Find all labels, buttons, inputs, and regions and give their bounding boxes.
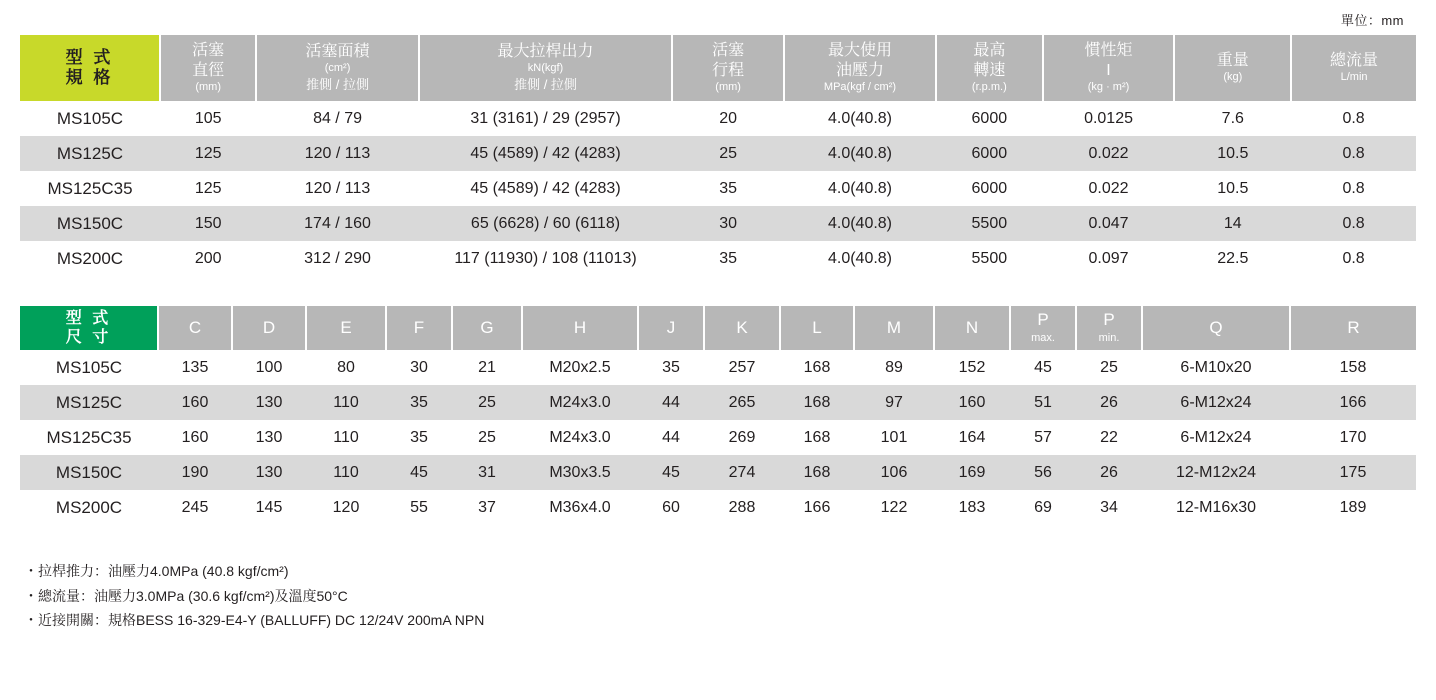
spec-cell-bore: 125: [160, 136, 256, 171]
dim-header-g: [452, 306, 522, 350]
footnote-item: ・拉桿推力：油壓力4.0MPa (40.8 kgf/cm²): [24, 563, 289, 579]
dim-cell-d: 130: [232, 420, 306, 455]
dim-cell-r: 166: [1290, 385, 1416, 420]
dim-cell-e: 110: [306, 420, 386, 455]
spec-corner-line1: 型 式: [65, 47, 114, 67]
dim-cell-pmin: 22: [1076, 420, 1142, 455]
spec-header-speed-line1: 最高: [973, 42, 1006, 60]
dim-cell-m: 106: [854, 455, 934, 490]
table-row: [20, 171, 1416, 206]
spec-cell-pressure: 4.0(40.8): [784, 136, 936, 171]
spec-cell-stroke: 20: [672, 101, 784, 136]
table-row: [20, 385, 1416, 420]
spec-header-area-unit: (cm²): [324, 62, 351, 75]
dim-header-pmax-sub: max.: [1031, 331, 1055, 344]
dim-corner-header: [20, 306, 158, 350]
dim-cell-d: 130: [232, 455, 306, 490]
dim-header-m-label: M: [886, 317, 902, 337]
spec-cell-pressure: 4.0(40.8): [784, 241, 936, 276]
spec-cell-flow: 0.8: [1291, 171, 1416, 206]
dim-header-e: [306, 306, 386, 350]
dim-cell-pmin: 25: [1076, 350, 1142, 385]
dim-cell-c: 160: [158, 385, 232, 420]
dimension-table: [20, 306, 1416, 525]
spec-corner-line2: 規 格: [65, 68, 114, 87]
dim-cell-q: 6-M12x24: [1142, 385, 1290, 420]
dim-header-q: [1142, 306, 1290, 350]
dim-header-row: [20, 306, 1416, 350]
spec-header-flow: [1291, 35, 1416, 101]
dim-header-j: [638, 306, 704, 350]
table-row: [20, 136, 1416, 171]
dim-cell-h: M30x3.5: [522, 455, 638, 490]
dim-cell-j: 44: [638, 385, 704, 420]
dim-cell-f: 30: [386, 350, 452, 385]
spec-cell-inertia: 0.097: [1043, 241, 1175, 276]
dim-cell-m: 122: [854, 490, 934, 525]
table-row: [20, 420, 1416, 455]
table-row: [20, 206, 1416, 241]
spec-cell-pressure: 4.0(40.8): [784, 206, 936, 241]
dim-cell-model: MS150C: [20, 455, 158, 490]
dim-cell-n: 169: [934, 455, 1010, 490]
dim-cell-h: M24x3.0: [522, 420, 638, 455]
spec-cell-model: MS150C: [20, 206, 160, 241]
dim-cell-l: 168: [780, 385, 854, 420]
spec-cell-stroke: 35: [672, 171, 784, 206]
dim-cell-j: 60: [638, 490, 704, 525]
dim-cell-n: 164: [934, 420, 1010, 455]
spec-cell-area: 84 / 79: [256, 101, 418, 136]
dim-cell-model: MS125C35: [20, 420, 158, 455]
dim-cell-pmin: 34: [1076, 490, 1142, 525]
spec-table-body: [20, 101, 1416, 276]
dim-header-g-label: G: [480, 317, 494, 337]
spec-cell-model: MS125C: [20, 136, 160, 171]
spec-cell-model: MS105C: [20, 101, 160, 136]
dim-header-k: [704, 306, 780, 350]
dim-cell-n: 160: [934, 385, 1010, 420]
dim-cell-l: 166: [780, 490, 854, 525]
spec-cell-model: MS125C35: [20, 171, 160, 206]
dim-table-body: [20, 350, 1416, 525]
dim-cell-k: 257: [704, 350, 780, 385]
dim-cell-e: 120: [306, 490, 386, 525]
dim-cell-model: MS105C: [20, 350, 158, 385]
dim-header-c-label: C: [188, 317, 202, 337]
spec-cell-inertia: 0.022: [1043, 171, 1175, 206]
spec-cell-bore: 200: [160, 241, 256, 276]
dim-cell-q: 6-M12x24: [1142, 420, 1290, 455]
spec-cell-stroke: 35: [672, 241, 784, 276]
footnotes: [20, 559, 1416, 633]
dim-cell-q: 12-M16x30: [1142, 490, 1290, 525]
unit-note: 單位：mm: [1340, 13, 1404, 28]
dim-cell-c: 245: [158, 490, 232, 525]
dim-cell-j: 44: [638, 420, 704, 455]
dim-corner-line2: 尺 寸: [65, 329, 112, 346]
spec-cell-area: 120 / 113: [256, 171, 418, 206]
dim-cell-pmax: 56: [1010, 455, 1076, 490]
dim-header-l: [780, 306, 854, 350]
dim-cell-l: 168: [780, 455, 854, 490]
footnote-item: ・近接開關：規格BESS 16-329-E4-Y (BALLUFF) DC 12/24V 200mA NPN: [24, 612, 485, 628]
dim-header-k-label: K: [736, 317, 748, 337]
spec-header-pressure-line2: 油壓力: [835, 61, 884, 79]
dim-cell-model: MS125C: [20, 385, 158, 420]
spec-header-weight-unit: (kg): [1223, 71, 1243, 84]
spec-cell-force: 65 (6628) / 60 (6118): [419, 206, 673, 241]
dim-header-n-label: N: [965, 317, 979, 337]
spec-header-row: [20, 35, 1416, 101]
dim-cell-g: 37: [452, 490, 522, 525]
dim-header-pmin-sub: min.: [1098, 331, 1120, 344]
spec-header-inertia-line2: I: [1106, 61, 1111, 79]
spec-header-bore-line1: 活塞: [192, 42, 225, 60]
spec-cell-area: 120 / 113: [256, 136, 418, 171]
spec-header-stroke: [672, 35, 784, 101]
spec-cell-model: MS200C: [20, 241, 160, 276]
spec-cell-speed: 6000: [936, 136, 1043, 171]
dim-cell-q: 12-M12x24: [1142, 455, 1290, 490]
dim-header-pmin: [1076, 306, 1142, 350]
spec-header-area: [256, 35, 418, 101]
spec-cell-force: 117 (11930) / 108 (11013): [419, 241, 673, 276]
spec-cell-inertia: 0.0125: [1043, 101, 1175, 136]
spec-header-stroke-line1: 活塞: [712, 42, 745, 60]
spec-header-bore: [160, 35, 256, 101]
dim-header-l-label: L: [812, 317, 822, 337]
dim-header-q-label: Q: [1209, 317, 1223, 337]
dim-header-f: [386, 306, 452, 350]
dim-cell-e: 110: [306, 455, 386, 490]
dim-header-pmax-label: P: [1037, 310, 1049, 330]
spec-cell-inertia: 0.047: [1043, 206, 1175, 241]
spec-cell-speed: 5500: [936, 241, 1043, 276]
spec-cell-area: 312 / 290: [256, 241, 418, 276]
dim-header-pmax: [1010, 306, 1076, 350]
dim-header-d-label: D: [262, 317, 276, 337]
spec-corner-header: [20, 35, 160, 101]
dim-cell-r: 189: [1290, 490, 1416, 525]
dim-cell-d: 100: [232, 350, 306, 385]
dim-header-n: [934, 306, 1010, 350]
table-row: [20, 455, 1416, 490]
spec-header-force-unit: kN(kgf): [527, 62, 564, 75]
dim-corner-line1: 型 式: [65, 309, 112, 327]
dim-cell-g: 25: [452, 420, 522, 455]
table-row: [20, 101, 1416, 136]
dim-cell-r: 175: [1290, 455, 1416, 490]
spec-header-pressure-line1: 最大使用: [827, 42, 892, 60]
spec-cell-speed: 6000: [936, 101, 1043, 136]
spec-cell-stroke: 25: [672, 136, 784, 171]
dim-cell-c: 160: [158, 420, 232, 455]
spec-header-force-line1: 最大拉桿出力: [497, 43, 594, 61]
spec-header-inertia: [1043, 35, 1175, 101]
spec-header-area-line1: 活塞面積: [305, 43, 370, 61]
spec-cell-inertia: 0.022: [1043, 136, 1175, 171]
dim-cell-h: M20x2.5: [522, 350, 638, 385]
dim-cell-j: 35: [638, 350, 704, 385]
dim-cell-g: 31: [452, 455, 522, 490]
dim-cell-m: 97: [854, 385, 934, 420]
table-row: [20, 350, 1416, 385]
dim-cell-k: 269: [704, 420, 780, 455]
spec-cell-weight: 14: [1174, 206, 1291, 241]
spec-header-flow-line1: 總流量: [1330, 51, 1379, 69]
dim-cell-pmax: 69: [1010, 490, 1076, 525]
dim-cell-h: M24x3.0: [522, 385, 638, 420]
dim-cell-r: 170: [1290, 420, 1416, 455]
spec-header-speed-line2: 轉速: [973, 61, 1006, 79]
dim-cell-l: 168: [780, 350, 854, 385]
specification-table: [20, 35, 1416, 276]
spec-header-pressure: [784, 35, 936, 101]
spec-cell-weight: 22.5: [1174, 241, 1291, 276]
dim-header-pmin-label: P: [1103, 310, 1115, 330]
spec-cell-weight: 7.6: [1174, 101, 1291, 136]
dim-cell-pmax: 51: [1010, 385, 1076, 420]
spec-header-stroke-unit: (mm): [715, 80, 741, 93]
spec-cell-flow: 0.8: [1291, 206, 1416, 241]
dim-cell-f: 55: [386, 490, 452, 525]
dim-header-c: [158, 306, 232, 350]
dim-header-h: [522, 306, 638, 350]
dim-cell-n: 183: [934, 490, 1010, 525]
dim-header-d: [232, 306, 306, 350]
footnote-item: ・總流量：油壓力3.0MPa (30.6 kgf/cm²)及溫度50°C: [24, 587, 348, 604]
dim-header-r: [1290, 306, 1416, 350]
dim-cell-l: 168: [780, 420, 854, 455]
dim-header-h-label: H: [573, 317, 587, 337]
spec-header-speed: [936, 35, 1043, 101]
dim-cell-k: 265: [704, 385, 780, 420]
dim-cell-f: 35: [386, 420, 452, 455]
table-row: [20, 490, 1416, 525]
dim-header-e-label: E: [340, 317, 352, 337]
spec-cell-weight: 10.5: [1174, 171, 1291, 206]
dim-cell-f: 45: [386, 455, 452, 490]
spec-cell-pressure: 4.0(40.8): [784, 101, 936, 136]
spec-cell-flow: 0.8: [1291, 136, 1416, 171]
dim-cell-g: 21: [452, 350, 522, 385]
spec-header-force-line2: 推側 / 拉側: [514, 77, 577, 93]
dim-cell-e: 110: [306, 385, 386, 420]
dim-cell-pmin: 26: [1076, 455, 1142, 490]
spec-cell-flow: 0.8: [1291, 101, 1416, 136]
dim-header-m: [854, 306, 934, 350]
spec-header-speed-unit: (r.p.m.): [971, 80, 1007, 93]
spec-header-weight-line1: 重量: [1216, 51, 1249, 69]
spec-header-force: [419, 35, 673, 101]
spec-cell-force: 45 (4589) / 42 (4283): [419, 136, 673, 171]
spec-header-inertia-line1: 慣性矩: [1084, 42, 1133, 60]
spec-header-area-line2: 推側 / 拉側: [306, 77, 369, 93]
spec-cell-weight: 10.5: [1174, 136, 1291, 171]
dim-cell-j: 45: [638, 455, 704, 490]
spec-header-weight: [1174, 35, 1291, 101]
spec-cell-speed: 5500: [936, 206, 1043, 241]
spec-cell-stroke: 30: [672, 206, 784, 241]
dim-cell-d: 145: [232, 490, 306, 525]
dim-cell-g: 25: [452, 385, 522, 420]
dim-cell-m: 101: [854, 420, 934, 455]
spec-header-bore-line2: 直徑: [192, 61, 225, 79]
spec-cell-bore: 125: [160, 171, 256, 206]
spec-header-inertia-unit: (kg · m²): [1087, 80, 1130, 93]
dim-cell-r: 158: [1290, 350, 1416, 385]
dim-cell-pmin: 26: [1076, 385, 1142, 420]
spec-header-stroke-line2: 行程: [712, 61, 745, 79]
spec-cell-bore: 105: [160, 101, 256, 136]
spec-header-flow-unit: L/min: [1340, 71, 1368, 84]
dim-cell-k: 274: [704, 455, 780, 490]
spec-header-bore-unit: (mm): [195, 80, 222, 93]
spec-cell-bore: 150: [160, 206, 256, 241]
dim-cell-f: 35: [386, 385, 452, 420]
spec-cell-force: 31 (3161) / 29 (2957): [419, 101, 673, 136]
dim-header-j-label: J: [666, 317, 676, 337]
dim-cell-c: 190: [158, 455, 232, 490]
spec-cell-force: 45 (4589) / 42 (4283): [419, 171, 673, 206]
spec-cell-flow: 0.8: [1291, 241, 1416, 276]
dim-cell-c: 135: [158, 350, 232, 385]
dim-cell-pmax: 45: [1010, 350, 1076, 385]
spec-cell-pressure: 4.0(40.8): [784, 171, 936, 206]
dim-cell-h: M36x4.0: [522, 490, 638, 525]
dim-cell-q: 6-M10x20: [1142, 350, 1290, 385]
dim-cell-n: 152: [934, 350, 1010, 385]
dim-cell-d: 130: [232, 385, 306, 420]
spec-header-pressure-unit: MPa(kgf / cm²): [823, 80, 897, 93]
dim-cell-pmax: 57: [1010, 420, 1076, 455]
dim-cell-model: MS200C: [20, 490, 158, 525]
dim-header-f-label: F: [413, 317, 425, 337]
dim-cell-m: 89: [854, 350, 934, 385]
table-row: [20, 241, 1416, 276]
spec-cell-speed: 6000: [936, 171, 1043, 206]
dim-cell-k: 288: [704, 490, 780, 525]
dim-header-r-label: R: [1347, 317, 1360, 337]
spec-cell-area: 174 / 160: [256, 206, 418, 241]
dim-cell-e: 80: [306, 350, 386, 385]
